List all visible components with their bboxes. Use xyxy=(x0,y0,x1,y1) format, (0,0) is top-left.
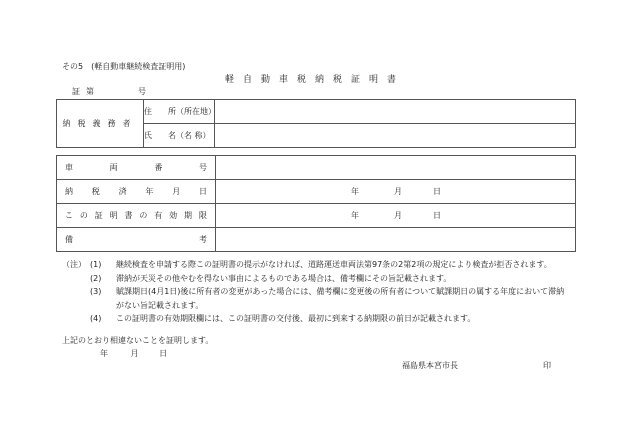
label-char: 明 xyxy=(109,211,118,220)
note-text: 滞納が天災その他やむを得ない事由によるものである場合は、備考欄にその旨記載されます。 xyxy=(116,273,452,283)
label-char: 納 xyxy=(65,187,73,196)
valid-day-unit: 日 xyxy=(433,211,441,220)
valid-year-unit: 年 xyxy=(351,211,359,220)
paid-year-unit: 年 xyxy=(351,187,359,196)
plate-field[interactable] xyxy=(216,156,576,180)
issue-month-unit: 月 xyxy=(130,349,139,358)
taxpayer-label: 納税義務者 xyxy=(62,119,138,128)
plate-label-cell xyxy=(57,156,216,180)
note-text: がない旨記載されます。 xyxy=(116,300,204,310)
note-text: 継続検査を申請する際この証明書の提示がなければ、道路運送車両法第97条の2第2項の規定により検査が拒否されます。 xyxy=(116,260,552,269)
remarks-label xyxy=(57,234,215,245)
name-label-cell xyxy=(144,124,215,148)
label-char: 税 xyxy=(91,187,100,196)
name-field[interactable] xyxy=(215,124,576,148)
label-char: 月 xyxy=(172,187,181,196)
label-char: の xyxy=(139,211,148,220)
label-char: 済 xyxy=(118,187,127,196)
label-char: 書 xyxy=(124,211,133,220)
note-item-3-continued xyxy=(62,299,564,313)
plate-label xyxy=(57,162,215,173)
cert-no-label: 証第 xyxy=(72,87,100,96)
paid-date-label-cell xyxy=(57,180,216,204)
note-number: (4) xyxy=(90,314,102,324)
paid-date-label xyxy=(57,186,215,197)
notes-head: （注） xyxy=(62,260,86,269)
label-char: の xyxy=(79,211,88,220)
issue-date xyxy=(100,348,167,359)
remarks-label-cell xyxy=(57,228,216,252)
cert-no-suffix: 号 xyxy=(138,87,152,96)
label-char: 番 xyxy=(154,163,163,172)
note-number: (3) xyxy=(90,287,102,297)
label-char: 効 xyxy=(169,211,178,220)
label-char: 備 xyxy=(65,235,73,244)
notes-section xyxy=(62,258,564,326)
label-char: 年 xyxy=(145,187,154,196)
label-char: こ xyxy=(65,211,73,220)
label-char: 限 xyxy=(198,211,207,220)
note-number: (2) xyxy=(90,273,102,283)
paid-date-field[interactable] xyxy=(216,180,576,204)
paid-month-unit: 月 xyxy=(394,187,402,196)
vehicle-table xyxy=(56,155,576,252)
valid-month-unit: 月 xyxy=(394,211,402,220)
note-item-1 xyxy=(62,258,564,272)
valid-until-label-cell xyxy=(57,204,216,228)
label-char: 考 xyxy=(199,235,207,244)
issue-day-unit: 日 xyxy=(159,349,168,358)
note-number: (1) xyxy=(90,260,102,269)
label-char: 有 xyxy=(154,211,163,220)
name-label: 氏 名（名 称） xyxy=(144,131,211,140)
valid-until-field[interactable] xyxy=(216,204,576,228)
valid-until-label xyxy=(57,210,215,221)
remarks-field[interactable] xyxy=(216,228,576,252)
label-char: 号 xyxy=(198,163,207,172)
issue-year-unit: 年 xyxy=(100,349,108,358)
label-char: 両 xyxy=(109,163,118,172)
certification-statement: 上記のとおり相違ないことを証明します。 xyxy=(62,336,214,345)
label-char: 車 xyxy=(65,163,73,172)
taxpayer-table xyxy=(56,99,576,148)
issuer-name: 福島県本宮市長 xyxy=(402,361,458,370)
taxpayer-label-cell xyxy=(57,100,144,148)
label-char: 期 xyxy=(184,211,192,220)
seal-mark: 印 xyxy=(543,361,551,370)
address-label-cell xyxy=(144,100,215,124)
note-item-4 xyxy=(62,312,564,326)
note-item-3 xyxy=(62,285,564,299)
note-text: この証明書の有効期限欄には、この証明書の交付後、最初に到来する納期限の前日が記載されます。 xyxy=(116,314,476,324)
note-text: 賦課期日(4月1日)後に所有者の変更があった場合には、備考欄に変更後の所有者について賦課期日の属する年度において滞納 xyxy=(116,287,565,297)
label-char: 日 xyxy=(198,187,207,196)
address-field[interactable] xyxy=(215,100,576,124)
form-caption: その5 (軽自動車継続検査証明用) xyxy=(62,62,186,71)
note-number xyxy=(90,299,116,313)
note-item-2 xyxy=(62,272,564,286)
document-title: 軽自動車税納税証明書 xyxy=(224,75,405,85)
certificate-number xyxy=(72,86,152,97)
address-label: 住 所（所在地） xyxy=(144,107,216,116)
label-char: 証 xyxy=(94,211,103,220)
paid-day-unit: 日 xyxy=(433,187,441,196)
